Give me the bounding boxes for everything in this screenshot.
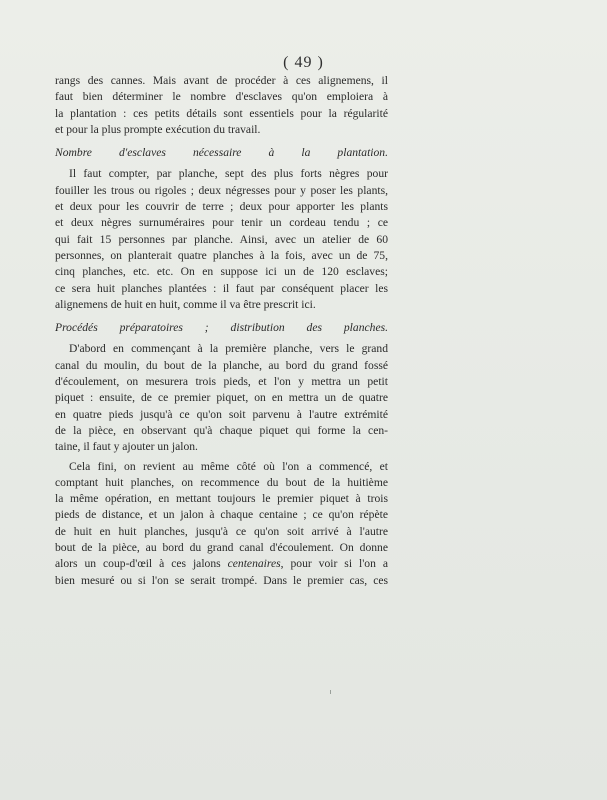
text-line-with-emphasis bbox=[55, 556, 388, 572]
text-line: et deux pour les couvrir de terre ; deux pour apporter les plants bbox=[55, 200, 388, 214]
text-line: faut bien déterminer le nombre d'esclaves qu'on emploiera à bbox=[55, 90, 388, 104]
text-line: bien mesuré ou si l'on se serait trompé. Dans le premier cas, ces bbox=[55, 573, 388, 587]
page-number: ( 49 ) bbox=[283, 54, 324, 71]
text-line: rangs des cannes. Mais avant de procéder à ces alignemens, il bbox=[55, 74, 388, 87]
text-line: en quatre pieds jusqu'à ce qu'on soit parvenu à l'autre extrémité bbox=[55, 407, 388, 421]
text-line: bout de la pièce, au bord du grand canal d'écoulement. On donne bbox=[55, 541, 388, 555]
text-line: d'écoulement, on mesurera trois pieds, et l'on y mettra un petit bbox=[55, 375, 388, 389]
text-line: pieds de distance, et un jalon à chaque centaine ; ce qu'on répète bbox=[55, 508, 388, 522]
text-line: et pour la plus prompte exécution du travail. bbox=[55, 122, 261, 136]
text-fragment: alors un coup-d'œil à ces jalons bbox=[55, 557, 228, 571]
text-line: et deux nègres surnuméraires pour tenir un cordeau tendu ; ce bbox=[55, 216, 388, 230]
text-line: ce sera huit planches plantées : il faut par conséquent placer les bbox=[55, 281, 388, 295]
text-line: alignemens de huit en huit, comme il va être prescrit ici. bbox=[55, 297, 316, 311]
text-line: qui fait 15 personnes par planche. Ainsi, avec un atelier de 60 bbox=[55, 232, 388, 246]
section-heading-preparations: Procédés préparatoires ; distribution des planches. bbox=[55, 321, 388, 335]
text-line: canal du moulin, du bout de la planche, au bord du grand fossé bbox=[55, 358, 388, 372]
text-line: la plantation : ces petits détails sont essentiels pour la régularité bbox=[55, 106, 388, 120]
body-text bbox=[55, 73, 388, 589]
paper-speck bbox=[330, 690, 331, 694]
text-fragment: , pour voir si l'on a bbox=[280, 557, 389, 571]
text-line: piquet : ensuite, de ce premier piquet, on en mettra un de quatre bbox=[55, 391, 388, 405]
text-line: de huit en huit planches, jusqu'à ce qu'on soit arrivé à l'autre bbox=[55, 524, 388, 538]
text-line: taine, il faut y ajouter un jalon. bbox=[55, 440, 198, 454]
section-heading-slaves: Nombre d'esclaves nécessaire à la plantation. bbox=[55, 146, 388, 160]
text-line: comptant huit planches, on recommence du bout de la huitième bbox=[55, 475, 388, 489]
text-line: personnes, on planterait quatre planches à la fois, avec un de 75, bbox=[55, 248, 388, 262]
text-line: D'abord en commençant à la première planche, vers le grand bbox=[69, 342, 388, 356]
text-line: Il faut compter, par planche, sept des plus forts nègres pour bbox=[69, 167, 388, 181]
text-line: cinq planches, etc. etc. On en suppose ici un de 120 esclaves; bbox=[55, 265, 388, 279]
text-line: Cela fini, on revient au même côté où l'on a commencé, et bbox=[69, 459, 388, 473]
text-line: de la pièce, en observant qu'à chaque piquet qui forme la cen- bbox=[55, 423, 388, 437]
emphasized-word: centenaires bbox=[227, 557, 281, 571]
text-line: la même opération, en mettant toujours le premier piquet à trois bbox=[55, 492, 388, 506]
text-line: fouiller les trous ou rigoles ; deux négresses pour y poser les plants, bbox=[55, 183, 388, 197]
